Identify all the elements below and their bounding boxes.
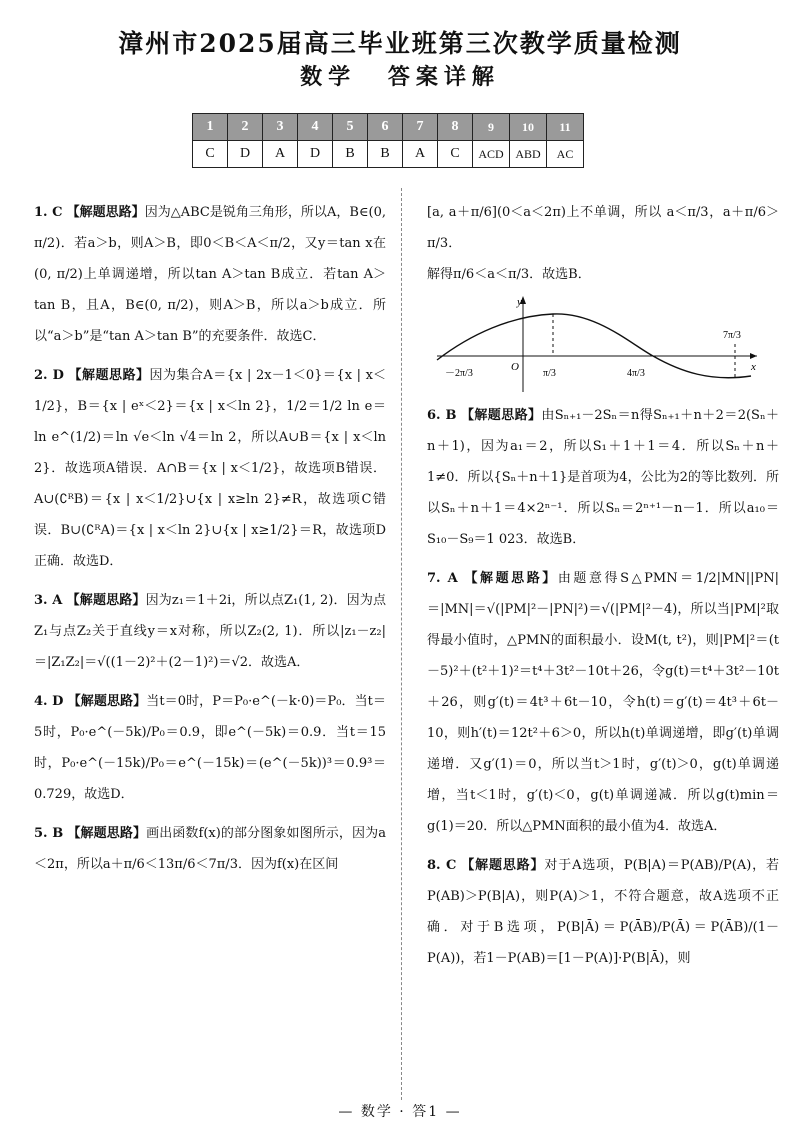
answer-cell: A <box>403 141 438 168</box>
sine-graph-svg <box>431 294 771 394</box>
right-column <box>427 197 779 982</box>
question-number: 4 <box>298 114 333 141</box>
solution-text: 因为集合A＝{x | 2x－1＜0}＝{x | x＜1/2}，B＝{x | eˣ＜2}＝{x | x＜ln 2}，1/2＝1/2 ln e＝ln e^(1/2)＝ln √e＜ln √4＝ln 2，所以A∪B＝{x | x＜ln 2}．故选项A错误．A∩B＝{x | x＜1/2}，故选项B错误．A∪(∁ᴿB)＝{x | x＜1/2}∪{x | x≥ln 2}≠R，故选项C错误．B∪(∁ᴿA)＝{x | x＜ln 2}∪{x | x≥1/2}＝R，故选项D正确．故选D． <box>34 368 386 569</box>
solution-number: 6. B <box>427 408 457 423</box>
sine-curve <box>437 314 751 378</box>
question-number: 5 <box>333 114 368 141</box>
solution-1 <box>34 197 386 352</box>
question-number: 9 <box>473 114 510 141</box>
solution-3 <box>34 585 386 678</box>
solution-tag: 【解题思路】 <box>464 571 558 586</box>
solution-number: 2. D <box>34 368 64 383</box>
solution-number: 1. C <box>34 205 63 220</box>
page-footer: — 数学 · 答1 — <box>338 1104 462 1120</box>
solution-2 <box>34 360 386 577</box>
answer-cell: D <box>298 141 333 168</box>
question-number: 2 <box>228 114 263 141</box>
question-number: 10 <box>510 114 547 141</box>
origin-label: O <box>511 361 519 373</box>
solution-number: 3. A <box>34 593 63 608</box>
tick-label-pi-3: π/3 <box>543 368 556 379</box>
solution-7 <box>427 563 779 842</box>
solution-5-result: 解得π/6＜a＜π/3．故选B． <box>427 267 591 282</box>
solution-number: 5. B <box>34 826 64 841</box>
solution-tag: 【解题思路】 <box>66 205 145 220</box>
solution-text: 画出函数f(x)的部分图象如图所示，因为a＜2π，所以a＋π/6＜13π/6＜7π/3．因为f(x)在区间 <box>34 826 386 872</box>
solution-tag: 【解题思路】 <box>67 694 147 709</box>
solution-number: 7. A <box>427 571 458 586</box>
answer-cell: D <box>228 141 263 168</box>
solution-text: 因为z₁＝1＋2i，所以点Z₁(1, 2)．因为点Z₁与点Z₂关于直线y＝x对称，所以Z₂(2, 1)．所以|z₁－z₂|＝|Z₁Z₂|＝√((1－2)²＋(2－1)²)＝√2．故选A． <box>34 593 386 670</box>
answer-table-header-row <box>193 114 584 141</box>
question-number: 6 <box>368 114 403 141</box>
answer-cell: A <box>263 141 298 168</box>
solution-text: 由Sₙ₊₁－2Sₙ＝n得Sₙ₊₁＋n＋2＝2(Sₙ＋n＋1)，因为a₁＝2，所以S₁＋1＋1＝4．所以Sₙ＋n＋1≠0．所以{Sₙ＋n＋1}是首项为4，公比为2的等比数列．所以Sₙ＋n＋1＝4×2ⁿ⁻¹．所以Sₙ＝2ⁿ⁺¹－n－1．所以a₁₀＝S₁₀－S₉＝1 023．故选B． <box>427 408 779 547</box>
answer-cell: ACD <box>473 141 510 168</box>
solution-4 <box>34 686 386 810</box>
column-divider <box>401 188 402 1100</box>
solution-8 <box>427 850 779 974</box>
solution-5 <box>34 818 386 880</box>
answer-cell: AC <box>547 141 584 168</box>
page-title: 漳州市2025届高三毕业班第三次教学质量检测 <box>118 29 682 58</box>
solution-text: 因为△ABC是锐角三角形，所以A，B∈(0, π/2)．若a＞b，则A＞B，即0＜B＜A＜π/2，又y＝tan x在(0, π/2)上单调递增，所以tan A＞tan B成立．若tan A＞tan B，且A，B∈(0, π/2)，则A＞B，所以a＞b成立．所以“a＞b”是“tan A＞tan B”的充要条件．故选C． <box>34 205 386 344</box>
tick-label-4pi-3: 4π/3 <box>627 368 645 379</box>
answer-cell: C <box>438 141 473 168</box>
tick-label-neg-2pi-3: －2π/3 <box>445 368 473 379</box>
answer-table <box>192 113 584 168</box>
solution-tag: 【解题思路】 <box>67 826 147 841</box>
sine-graph <box>431 294 771 394</box>
solution-6 <box>427 400 779 555</box>
solution-text: 由题意得S△PMN＝1/2|MN||PN|＝|MN|＝√(|PM|²－|PN|²)＝√(|PM|²－4)，所以当|PM|²取得最小值时，△PMN的面积最小．设M(t, t²)，则|PM|²＝(t－5)²＋(t²＋1)²＝t⁴＋3t²－10t＋26，令g(t)＝t⁴＋3t²－10t＋26，则g′(t)＝4t³＋6t－10，令h(t)＝g′(t)＝4t³＋6t－10，则h′(t)＝12t²＋6＞0，所以h(t)单调递增，即g′(t)单调递增．又g′(1)＝0，所以当t＞1时，g′(t)＞0，g(t)单调递增，当t＜1时，g′(t)＜0，g(t)单调递减．所以g(t)min＝g(1)＝20．所以△PMN面积的最小值为4．故选A． <box>427 571 779 834</box>
page-subtitle: 数学 答案详解 <box>300 64 500 90</box>
solution-tag: 【解题思路】 <box>66 593 146 608</box>
tick-label-7pi-3: 7π/3 <box>723 330 741 341</box>
question-number: 7 <box>403 114 438 141</box>
answer-cell: B <box>333 141 368 168</box>
answer-cell: B <box>368 141 403 168</box>
answer-cell: C <box>193 141 228 168</box>
solution-text: 当t＝0时，P＝P₀·e^(－k·0)＝P₀．当t＝5时，P₀·e^(－5k)/P₀＝0.9，即e^(－5k)＝0.9．当t＝15时，P₀·e^(－15k)/P₀＝e^(－15k)＝(e^(－5k))³＝0.9³＝0.729，故选D． <box>34 694 386 802</box>
answer-cell: ABD <box>510 141 547 168</box>
solution-tag: 【解题思路】 <box>461 858 545 873</box>
question-number: 8 <box>438 114 473 141</box>
answer-table-answer-row <box>193 141 584 168</box>
solution-5-continued: [a, a＋π/6](0＜a＜2π)上不单调，所以 a＜π/3，a＋π/6＞π/3． <box>427 205 779 251</box>
y-axis-label: y <box>517 296 522 308</box>
question-number: 1 <box>193 114 228 141</box>
solution-number: 8. C <box>427 858 457 873</box>
question-number: 11 <box>547 114 584 141</box>
solution-tag: 【解题思路】 <box>461 408 542 423</box>
x-axis-label: x <box>751 361 756 373</box>
x-axis-arrow <box>750 353 757 359</box>
left-column <box>34 197 386 888</box>
question-number: 3 <box>263 114 298 141</box>
solution-tag: 【解题思路】 <box>68 368 150 383</box>
solution-number: 4. D <box>34 694 64 709</box>
solution-text: 对于A选项，P(B|A)＝P(AB)/P(A)，若P(AB)＞P(B|A)，则P(A)＞1，不符合题意，故A选项不正确．对于B选项，P(B|Ā)＝P(ĀB)/P(Ā)＝P(ĀB)/(1－P(A))，若1－P(AB)＝[1－P(A)]·P(B|Ā)，则 <box>427 858 779 966</box>
